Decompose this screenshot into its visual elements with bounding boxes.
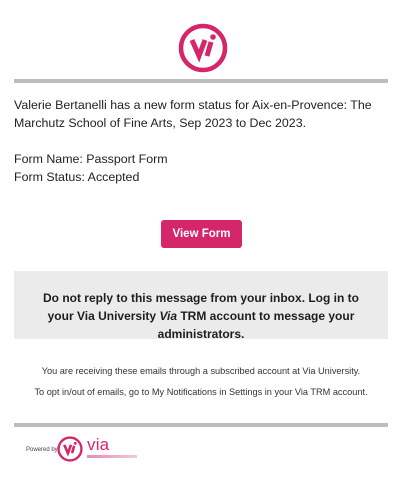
opt-out-note: To opt in/out of emails, go to My Notifications in Settings in your Via TRM account. — [34, 387, 368, 397]
form-details — [14, 150, 386, 186]
via-logo — [178, 23, 228, 73]
brand-tagline-graphic — [87, 455, 137, 458]
footer-divider — [14, 423, 388, 427]
via-small-logo-icon — [57, 436, 83, 462]
no-reply-italic: Via — [159, 309, 178, 323]
header-divider — [14, 79, 388, 83]
via-brand-name: via — [87, 435, 110, 454]
form-status: Form Status: Accepted — [14, 170, 140, 184]
subscription-note: You are receiving these emails through a subscribed account at Via University. — [41, 366, 361, 376]
no-reply-text — [34, 289, 368, 343]
no-reply-text-b: TRM account to message your administrators. — [157, 309, 355, 341]
no-reply-notice — [14, 271, 388, 339]
status-message: Valerie Bertanelli has a new form status for Aix-en-Provence: The Marchutz School of Fine Arts, Sep 2023 to Dec 2023. — [14, 98, 372, 130]
view-form-button[interactable]: View Form — [161, 220, 242, 248]
powered-by-label: Powered by — [26, 447, 58, 453]
via-logo-icon — [178, 23, 228, 73]
form-name: Form Name: Passport Form — [14, 152, 168, 166]
no-reply-text-a: Do not reply to this message from your inbox. Log in to your Via University — [42, 291, 360, 323]
